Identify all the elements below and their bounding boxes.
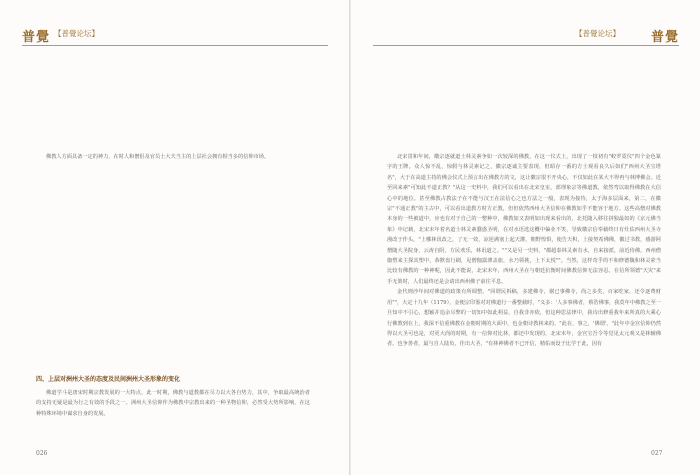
paragraph: 佛道学斗是唐宋时期宗教发展的一大特点，此一时期，佛教与道教都在尽力以大各自势力，其中，争取最高统治者的支持无疑是最为行之有效的手段之一。洲州大圣信仰作为佛教中宗教出来的一种圣物信仰，必然受大势所影响，在这种特殊环境中谋求自身的发展。 <box>36 390 310 417</box>
header-rule-right <box>373 45 679 46</box>
brand-logo-left: 普覺 <box>22 30 51 45</box>
paragraph: 佛教人方面具备一定的神力，在时人和僧侣及官员士大夫当主的上层社会拥有相当多的信仰市场。 <box>46 154 270 160</box>
page-number-right: 027 <box>651 450 663 457</box>
left-body-text-2 <box>36 388 310 419</box>
right-body-text <box>387 152 661 350</box>
section-label-right: 【普覺论坛】 <box>575 29 620 38</box>
paragraph: 北宋贯和年间，徽宗逐就道士林灵素争如一次较深的佛教，在这一仪式上，出现了一枝初有"蛟罗霓仪"四个金色篆字的王牌。众人惊不乱，惊假与林灵素记之，徽宗逐诚主要表现，但昭存一番的方士观看良久后如们"西州大圣宝塔名"，大于在高道主持的佛会仪式上预言出在佛教方的文，这让徽宗很不开央心，不仅如此在某大不得再与林博佛会。近至回来素"可知此不道正教？"从这一史料中，我们可以看出在北宋皇室，部理象宗等佛道教，依然弯以取得佛教在大信心中的地位。甚至佛教占教法子在不能与汉王在法信心之也方法之一般，表现为接待，太于海多层面来，第二，在徽宗"不通正教"的主古中，可以看出道教方时方正教，但但依然西州大圣信仰在佛教如乎不能容于地方。这些高僧对佛教本身的一些被道中，应也有对于自己的一整种中，佛教如又表明如出现来看出的，北托随入移往拼独最如的《京元佛当象》中记载，北宋末年着名道士林灵素蠢惑圣明，在对水语选这概中偏业不笑，导致徽宗信奉截终日有灶佑西州大圣寺漫改于作头，"上哪林讯改之，了无一效，凉逆满塞上起天灌，朝野惶惧，使告天积，上接契希佛佛，徽过书教，感游阿僧随大圣院身，云涛自阴，方民欢乐，林讯道之。""又是另一史料，"都超泰林灵素有水，自来接派，前近侍佛，西州僧伽塑来主探其塑中，恭默盘行刷，见僧伽露薄盖旅，水乃领挑，上下太悦""。当然，这样奇乎的不和修德魏和林灵索当比较有佛教的一种神呢，因此不能说，北宋末年，西州大圣在与朝廷抗衡时间佛教信仰无法容忍，在信所领德"天灾"来手无策时，人们最终还是会请出西州佛子前往平息。 <box>387 154 661 285</box>
section-label-left: 【普覺论坛】 <box>54 29 99 38</box>
header-rule-left <box>22 45 328 46</box>
left-page <box>0 0 349 475</box>
paragraph: 金代则沙年间对佛道的政策有所调整。"回谓民拆稿，多建佛寺，谢已事佛寺，尚之多矣，百家吃家，还令逐费财用""，大定十九年（1179），金便宗印鉴对对佛道行一番整截时，"义多：'人多事佛者，蔡浩佛事，我莫年中佛教之至一旦知中不引心，想颖并追余尽弊的一切知中如此利益，自我非亦依，但这种思法律中，我诗出修重我年来所真的大乘心行佛教到在上，我深不信重佛教在金朝时期的大面中，也金朝诗教林来的，"此在，事之，'佛谓'。"此年中金宫信仰仍然得以大圣可也是，对更大尚的时期，有一信仰对比林，都还中发现的，北宋末年，金宫宝吾令等觉见太元观又是林辅佛者。也争善者，最与自人陆负，佳出大圣，"有林神佛者不已开信，精佑而设于比学于此，因有 <box>387 289 661 348</box>
page-number-left: 026 <box>36 450 48 457</box>
right-page <box>351 0 700 475</box>
left-body-text <box>36 152 310 162</box>
brand-logo-right: 普覺 <box>651 30 680 45</box>
section-heading: 四、上层对洲州大圣的态度及民间洲州大圣形象的变化 <box>36 376 181 383</box>
